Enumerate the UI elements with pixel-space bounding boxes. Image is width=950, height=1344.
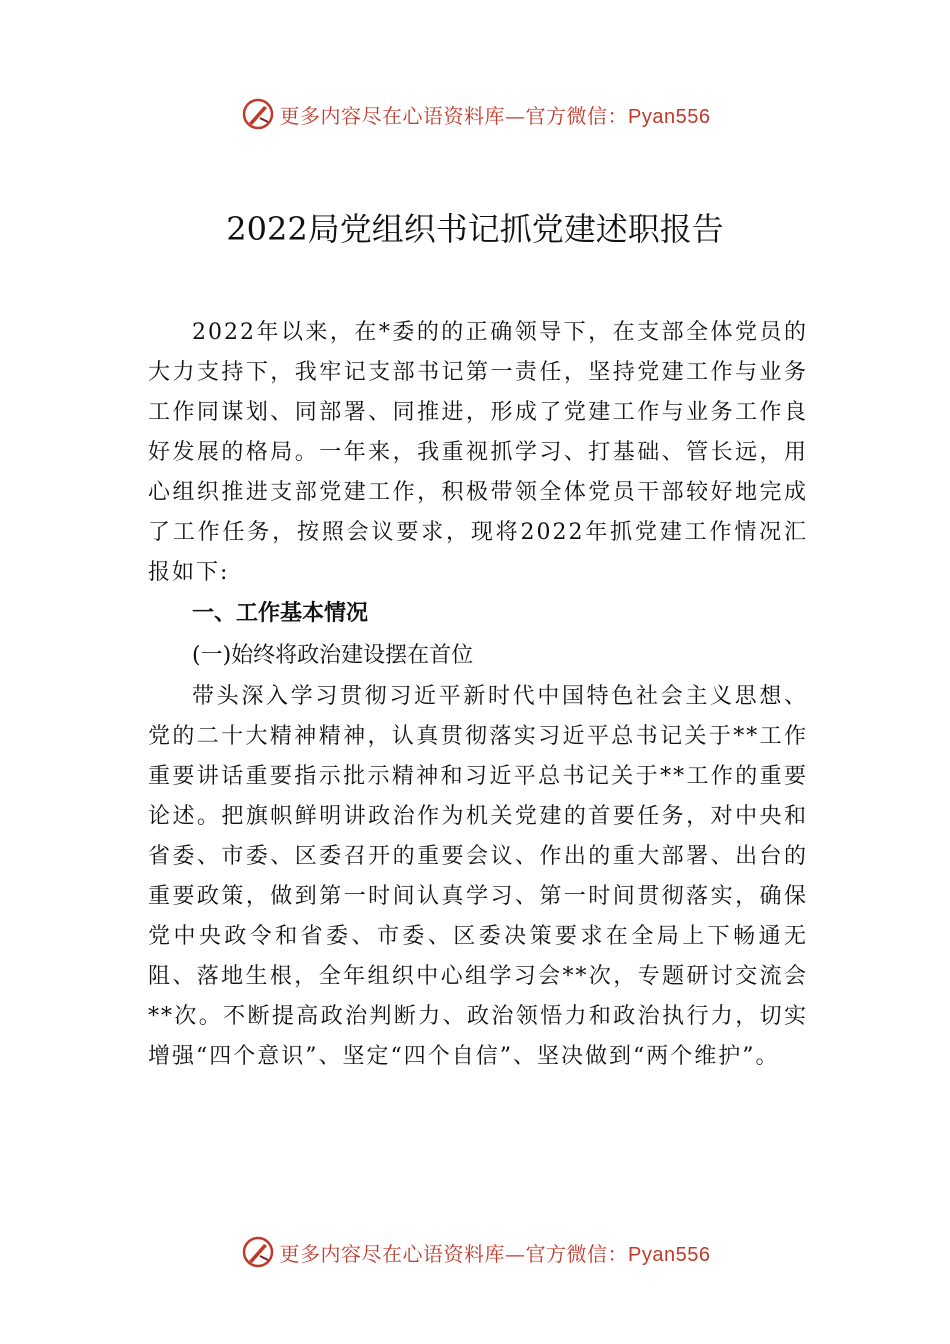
subsection-paragraph: 带头深入学习贯彻习近平新时代中国特色社会主义思想、党的二十大精神精神，认真贯彻落实习近平总书记关于**工作重要讲话重要指示批示精神和习近平总书记关于**工作的重要论述。把旗帜鲜明讲政治作为机关党建的首要任务，对中央和省委、市委、区委召开的重要会议、作出的重大部署、出台的重要政策，做到第一时间认真学习、第一时间贯彻落实，确保党中央政令和省委、市委、区委决策要求在全局上下畅通无阻、落地生根，全年组织中心组学习会**次，专题研讨交流会**次。不断提高政治判断力、政治领悟力和政治执行力，切实增强“四个意识”、坚定“四个自信”、坚决做到“两个维护”。 — [148, 684, 808, 1069]
banner-text — [280, 100, 711, 129]
banner-slogan: 更多内容尽在心语资料库 — [279, 1241, 506, 1266]
banner-wechat-label: 官方微信： — [525, 1241, 629, 1266]
banner-text — [280, 1238, 711, 1267]
banner-separator: — — [505, 103, 526, 128]
footer-banner — [0, 1232, 950, 1272]
intro-paragraph: 2022年以来，在*委的的正确领导下，在支部全体党员的大力支持下，我牢记支部书记第一责任，坚持党建工作与业务工作同谋划、同部署、同推进，形成了党建工作与业务工作良好发展的格局。一年来，我重视抓学习、打基础、管长远，用心组织推进支部党建工作，积极带领全体党员干部较好地完成了工作任务，按照会议要求，现将2022年抓党建工作情况汇报如下: — [148, 320, 808, 585]
banner-wechat-id: Pyan556 — [628, 105, 711, 128]
document-body — [148, 313, 808, 1077]
document-title: 2022局党组织书记抓党建述职报告 — [226, 210, 724, 248]
banner-separator: — — [505, 1241, 526, 1266]
banner-slogan: 更多内容尽在心语资料库 — [279, 103, 506, 128]
subsection-heading: (一)始终将政治建设摆在首位 — [192, 643, 474, 668]
quill-seal-icon — [240, 1234, 276, 1270]
banner-wechat-id: Pyan556 — [628, 1243, 711, 1266]
section-heading: 一、工作基本情况 — [192, 601, 369, 626]
banner-wechat-label: 官方微信： — [525, 103, 629, 128]
quill-seal-icon — [240, 96, 276, 132]
header-banner — [0, 94, 950, 134]
